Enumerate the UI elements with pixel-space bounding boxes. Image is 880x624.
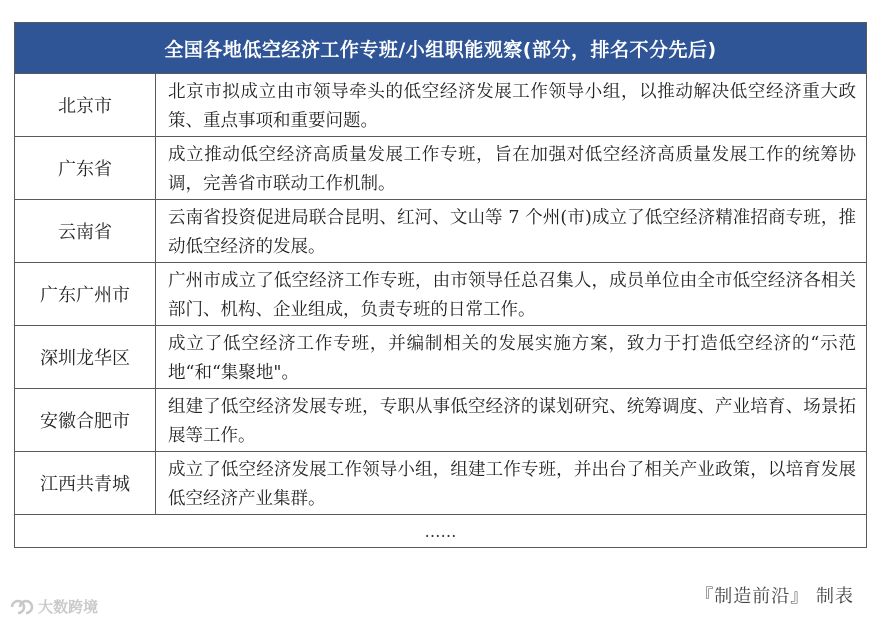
table-row xyxy=(15,200,866,263)
watermark-text: 大数跨境 xyxy=(38,598,99,616)
table-ellipsis: …… xyxy=(424,521,457,541)
table-row xyxy=(15,263,866,326)
table-row xyxy=(15,452,866,515)
table-row xyxy=(15,74,866,137)
region-cell: 深圳龙华区 xyxy=(15,326,156,388)
region-cell: 安徽合肥市 xyxy=(15,389,156,451)
table-title: 全国各地低空经济工作专班/小组职能观察(部分，排名不分先后) xyxy=(15,23,866,74)
table-row xyxy=(15,389,866,452)
watermark xyxy=(8,596,98,617)
region-cell: 广东广州市 xyxy=(15,263,156,325)
region-cell: 北京市 xyxy=(15,74,156,136)
region-cell: 云南省 xyxy=(15,200,156,262)
description-cell: 云南省投资促进局联合昆明、红河、文山等 7 个州(市)成立了低空经济精准招商专班，推动低空经济的发展。 xyxy=(168,208,856,257)
description-cell: 成立推动低空经济高质量发展工作专班，旨在加强对低空经济高质量发展工作的统筹协调，完善省市联动工作机制。 xyxy=(168,145,856,194)
table-credit: 『制造前沿』 制表 xyxy=(695,586,854,607)
description-cell: 组建了低空经济发展专班，专职从事低空经济的谋划研究、统筹调度、产业培育、场景拓展等工作。 xyxy=(168,397,856,446)
table-row xyxy=(15,326,866,389)
description-cell: 北京市拟成立由市领导牵头的低空经济发展工作领导小组，以推动解决低空经济重大政策、重点事项和重要问题。 xyxy=(168,82,856,131)
table-row xyxy=(15,137,866,200)
region-cell: 江西共青城 xyxy=(15,452,156,514)
watermark-logo-icon xyxy=(8,597,34,617)
policy-table xyxy=(14,22,867,548)
description-cell: 广州市成立了低空经济工作专班，由市领导任总召集人，成员单位由全市低空经济各相关部门、机构、企业组成，负责专班的日常工作。 xyxy=(168,271,856,320)
description-cell: 成立了低空经济工作专班，并编制相关的发展实施方案，致力于打造低空经济的“示范地“和“集聚地"。 xyxy=(168,334,856,383)
region-cell: 广东省 xyxy=(15,137,156,199)
description-cell: 成立了低空经济发展工作领导小组，组建工作专班，并出台了相关产业政策，以培育发展低空经济产业集群。 xyxy=(168,460,856,509)
